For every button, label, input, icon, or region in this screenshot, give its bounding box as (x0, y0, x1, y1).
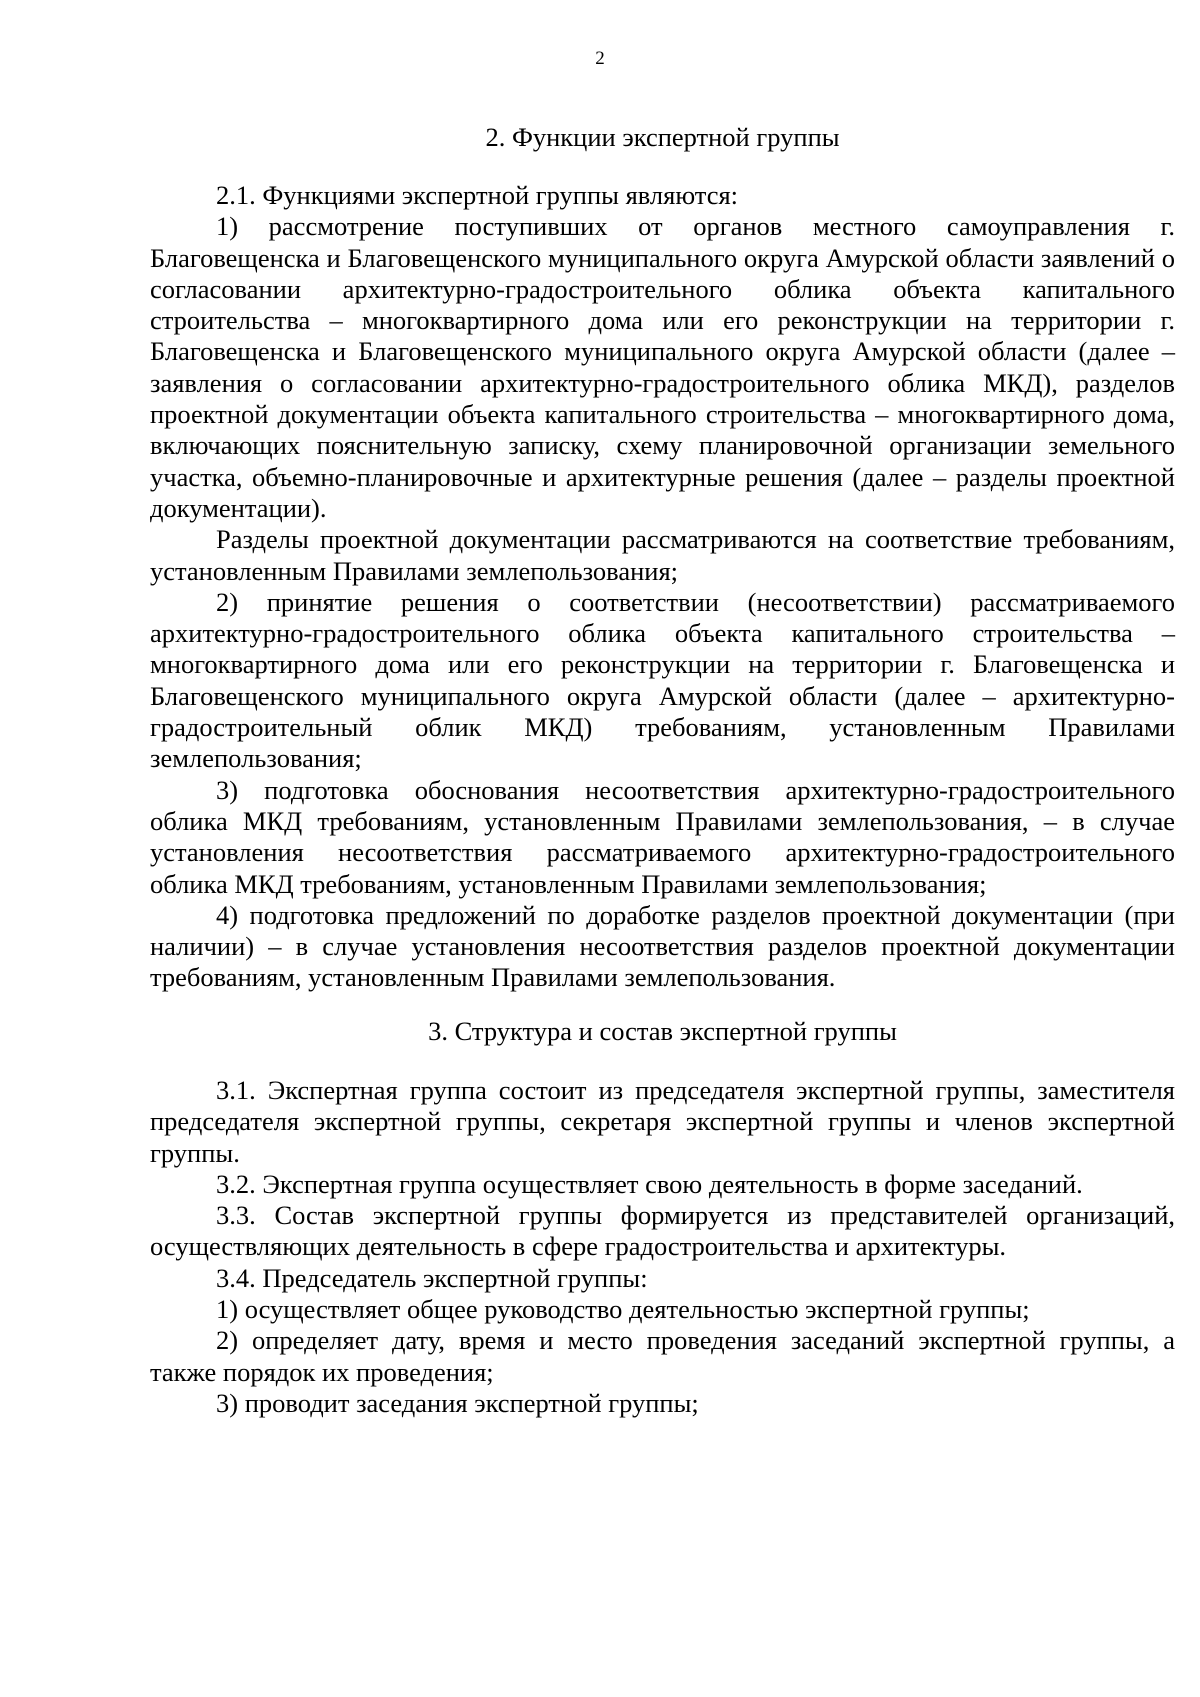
section-3-paragraph-4: 3.4. Председатель экспертной группы: (216, 1262, 648, 1293)
page-number: 2 (595, 48, 605, 69)
section-3-heading: 3. Структура и состав экспертной группы (428, 1016, 897, 1046)
section-3-paragraph-5: 1) осуществляет общее руководство деятельностью экспертной группы; (216, 1294, 1030, 1325)
section-2-paragraph-5: 3) подготовка обоснования несоответствия архитектурно-градостроительного облика МКД требованиям, установленным Правилами землепользования, – в случае установления несоответствия рассматриваемого архитектурно-градостроительного облика МКД требованиям, установленным Правилами землепользования; (150, 774, 1175, 899)
section-3-paragraph-6: 2) определяет дату, время и место проведения заседаний экспертной группы, а также порядок их проведения; (150, 1325, 1175, 1387)
section-3-body (150, 1075, 1175, 1419)
section-3-paragraph-7: 3) проводит заседания экспертной группы; (216, 1387, 699, 1418)
section-2-paragraph-3: Разделы проектной документации рассматриваются на соответствие требованиям, установленным Правилами землепользования; (150, 524, 1175, 586)
section-2-paragraph-2: 1) рассмотрение поступивших от органов местного самоуправления г. Благовещенска и Благовещенского муниципального округа Амурской области заявлений о согласовании архитектурно-градостроительного облика объекта капитального строительства – многоквартирного дома или его реконструкции на территории г. Благовещенска и Благовещенского муниципального округа Амурской области (далее – заявления о согласовании архитектурно-градостроительного облика МКД), разделов проектной документации объекта капитального строительства – многоквартирного дома, включающих пояснительную записку, схему планировочной организации земельного участка, объемно-планировочные и архитектурные решения (далее – разделы проектной документации). (150, 211, 1175, 523)
section-2-paragraph-6: 4) подготовка предложений по доработке разделов проектной документации (при наличии) – в случае установления несоответствия разделов проектной документации требованиям, установленным Правилами землепользования. (150, 899, 1175, 993)
section-2-paragraph-1: 2.1. Функциями экспертной группы являются: (216, 180, 739, 210)
section-3-paragraph-1: 3.1. Экспертная группа состоит из председателя экспертной группы, заместителя председателя экспертной группы, секретаря экспертной группы и членов экспертной группы. (150, 1075, 1175, 1168)
section-2-paragraph-4: 2) принятие решения о соответствии (несоответствии) рассматриваемого архитектурно-градостроительного облика объекта капитального строительства – многоквартирного дома или его реконструкции на территории г. Благовещенска и Благовещенского муниципального округа Амурской области (далее – архитектурно-градостроительный облик МКД) требованиям, установленным Правилами землепользования; (150, 586, 1175, 774)
section-2-body (150, 180, 1175, 994)
section-3-paragraph-3: 3.3. Состав экспертной группы формируется из представителей организаций, осуществляющих деятельность в сфере градостроительства и архитектуры. (150, 1200, 1175, 1262)
section-3-paragraph-2: 3.2. Экспертная группа осуществляет свою деятельность в форме заседаний. (216, 1168, 1083, 1199)
section-2-heading: 2. Функции экспертной группы (485, 122, 840, 152)
